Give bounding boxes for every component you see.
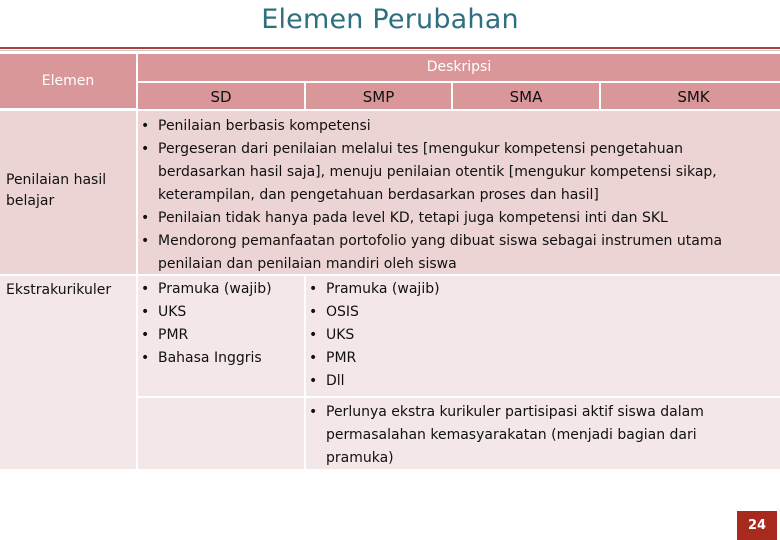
slide-title: Elemen Perubahan [261,4,519,35]
level-sd-label: SD [210,88,232,106]
level-sd-cell [138,83,304,109]
row-ekstrakurikuler-smp-cell [306,276,780,396]
row-ekstrakurikuler-label: Ekstrakurikuler [6,282,112,298]
row-ekstrakurikuler-sd-cell [138,276,304,396]
level-sma-cell [453,83,599,109]
title-divider-thin [0,50,780,51]
row-penilaian-label: Penilaian hasil belajar [6,172,107,209]
row-penilaian-label-cell [0,111,136,274]
penilaian-bullet-list [138,115,770,276]
level-smk-cell [601,83,780,109]
header-elemen-cell [0,54,136,108]
extra-note-list [306,401,740,470]
list-item: • UKS [138,301,304,324]
level-smk-label: SMK [677,88,710,106]
page-number: 24 [747,518,767,533]
row-ekstrakurikuler-sd-empty-cell [138,398,304,469]
list-item: • Bahasa Inggris [138,347,304,370]
list-item: • Pergeseran dari penilaian melalui tes [mengukur kompetensi pengetahuan berdasarkan hasil saja], menuju penilaian otentik [mengukur kompetensi sikap, keterampilan, dan pengetahuan berdasarkan proses dan hasil] [138,138,770,207]
list-item: • PMR [138,324,304,347]
level-sma-label: SMA [509,88,543,106]
list-item: • Pramuka (wajib) [306,278,780,301]
list-item: • UKS [306,324,780,347]
header-elemen-label: Elemen [41,73,95,89]
list-item: • Pramuka (wajib) [138,278,304,301]
list-item: • OSIS [306,301,780,324]
list-item: • Perlunya ekstra kurikuler partisipasi aktif siswa dalam permasalahan kemasyarakatan (menjadi bagian dari pramuka) [306,401,740,470]
level-smp-label: SMP [362,88,395,106]
list-item: • Penilaian tidak hanya pada level KD, tetapi juga kompetensi inti dan SKL [138,207,770,230]
header-deskripsi-cell [138,54,780,81]
list-item: • Dll [306,370,780,393]
list-item: • Mendorong pemanfaatan portofolio yang dibuat siswa sebagai instrumen utama penilaian dan penilaian mandiri oleh siswa [138,230,770,276]
title-divider [0,47,780,49]
page-number-badge [737,511,777,540]
smp-extracurricular-list [306,278,780,393]
row-ekstrakurikuler-label-cell [0,276,136,469]
row-ekstrakurikuler-extra-cell [306,398,780,469]
header-deskripsi-label: Deskripsi [426,59,492,75]
sd-extracurricular-list [138,278,304,370]
list-item: • PMR [306,347,780,370]
list-item: • Penilaian berbasis kompetensi [138,115,770,138]
row-penilaian-desc-cell [138,111,780,274]
level-smp-cell [306,83,451,109]
